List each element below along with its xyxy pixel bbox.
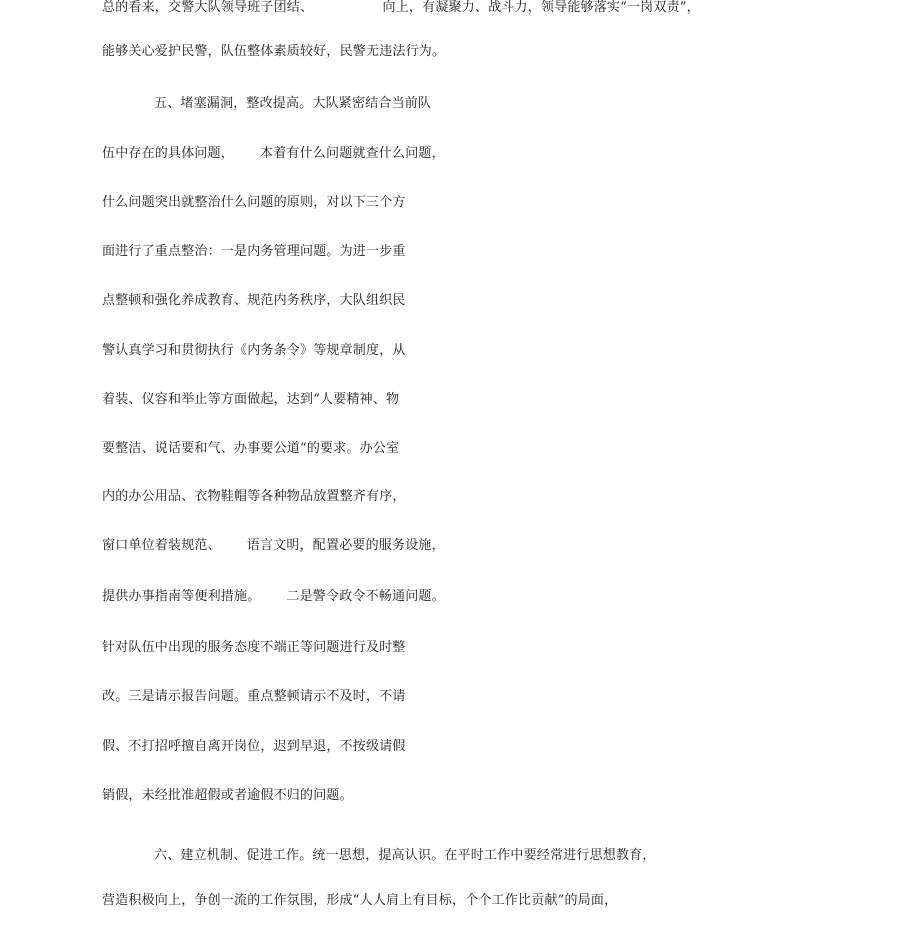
text-line-7: 点整顿和强化养成教育、规范内务秩序，大队组织民 [102,293,406,308]
text-line-12: 窗口单位着装规范、 语言文明，配置必要的服务设施， [102,538,445,553]
text-line-5: 什么问题突出就整治什么问题的原则，对以下三个方 [102,195,406,210]
text-line-14: 针对队伍中出现的服务态度不端正等问题进行及时整 [102,640,406,655]
text-line-9: 着装、仪容和举止等方面做起，达到“人要精神、物 [102,392,400,407]
text-line-18: 六、建立机制、促进工作。统一思想，提高认识。在平时工作中要经常进行思想教育， [102,848,656,863]
text-line-13: 提供办事指南等便利措施。 二是警令政令不畅通问题。 [102,589,445,604]
text-line-1: 总的看来，交警大队领导班子团结、 向上，有凝聚力、战斗力，领导能够落实“一岗双责”， [102,0,700,15]
text-line-4: 伍中存在的具体问题， 本着有什么问题就查什么问题， [102,146,445,161]
text-line-6: 面进行了重点整治：一是内务管理问题。为进一步重 [102,244,406,259]
text-line-19: 营造积极向上，争创一流的工作氛围，形成“人人肩上有目标，个个工作比贡献”的局面， [102,893,618,908]
text-line-8: 警认真学习和贯彻执行《内务条令》等规章制度，从 [102,343,406,358]
text-line-17: 销假，未经批准超假或者逾假不归的问题。 [102,788,353,803]
text-line-16: 假、不打招呼擅自离开岗位，迟到早退，不按级请假 [102,739,406,754]
text-line-10: 要整洁、说话要和气、办事要公道“的要求。办公室 [102,441,400,456]
text-line-15: 改。三是请示报告问题。重点整顿请示不及时，不请 [102,689,406,704]
text-line-2: 能够关心爱护民警，队伍整体素质较好，民警无违法行为。 [102,44,446,59]
text-line-3: 五、堵塞漏洞，整改提高。大队紧密结合当前队 [102,96,432,111]
text-line-11: 内的办公用品、衣物鞋帽等各种物品放置整齐有序， [102,489,406,504]
